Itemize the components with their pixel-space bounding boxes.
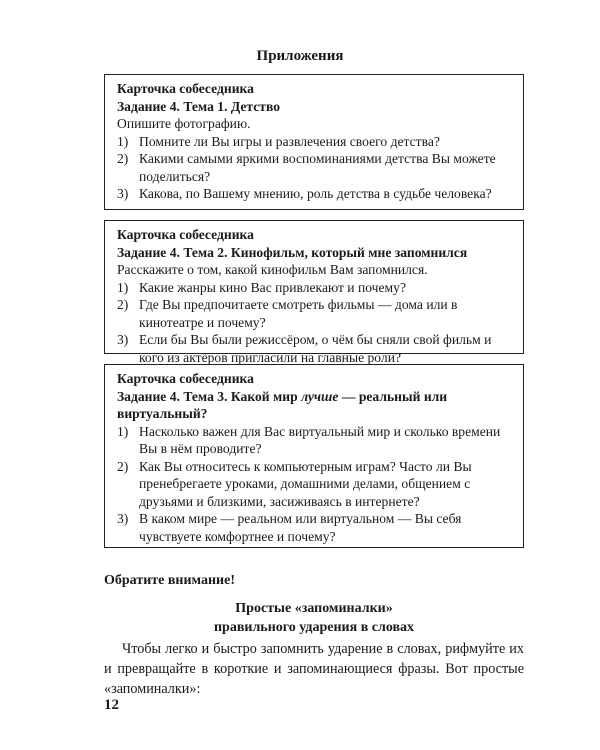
question-number: 3)	[117, 511, 129, 526]
question-number: 2)	[117, 297, 129, 312]
section-title	[104, 599, 524, 637]
card-task-italic: лучше	[301, 388, 339, 404]
question-item	[117, 133, 513, 151]
interlocutor-card-2	[104, 220, 524, 365]
interlocutor-card-1	[104, 74, 524, 210]
question-item	[117, 150, 513, 185]
question-text: Какие жанры кино Вас привлекают и почему?	[139, 279, 406, 295]
card-heading: Карточка собеседника	[117, 227, 254, 242]
card-intro: Расскажите о том, какой кинофильм Вам запомнился.	[117, 262, 428, 277]
page-header: Приложения	[256, 48, 344, 64]
question-text: Насколько важен для Вас виртуальный мир и сколько времени Вы в нём проводите?	[139, 423, 501, 456]
question-list	[117, 423, 513, 546]
notice-heading: Обратите внимание!	[104, 573, 235, 588]
question-number: 3)	[117, 332, 129, 347]
question-item	[117, 296, 513, 331]
interlocutor-card-3	[104, 364, 524, 548]
question-number: 1)	[117, 133, 129, 149]
card-task	[117, 388, 513, 423]
question-number: 3)	[117, 186, 129, 201]
card-heading: Карточка собеседника	[117, 81, 254, 96]
question-text: Помните ли Вы игры и развлечения своего детства?	[139, 133, 440, 149]
body-paragraph	[104, 639, 524, 699]
question-number: 2)	[117, 151, 129, 166]
question-number: 1)	[117, 279, 129, 295]
question-item	[117, 423, 513, 458]
question-item	[117, 279, 513, 297]
question-text: Как Вы относитесь к компьютерным играм? Часто ли Вы пренебрегаете уроками, домашними делами, общением с друзьями и близкими, засиживаясь в интернете?	[139, 458, 472, 509]
card-task-suffix: — реальный или виртуальный?	[117, 388, 448, 421]
question-number: 1)	[117, 423, 129, 439]
question-text: В каком мире — реальном или виртуальном — Вы себя чувствуете комфортнее и почему?	[139, 511, 462, 544]
question-item	[117, 331, 513, 366]
question-list	[117, 133, 513, 203]
page-number: 12	[104, 697, 119, 713]
card-task-prefix: Задание 4. Тема 3. Какой мир	[117, 388, 302, 404]
paragraph-text: Чтобы легко и быстро запомнить ударение в словах, рифмуйте их и превращайте в короткие и запоминающиеся фразы. Вот простые «запоминалки»:	[104, 641, 524, 697]
question-item	[117, 185, 513, 203]
question-text: Какими самыми яркими воспоминаниями детства Вы можете поделиться?	[139, 151, 496, 184]
section-title-line-2: правильного ударения в словах	[213, 620, 415, 635]
card-task: Задание 4. Тема 1. Детство	[117, 98, 281, 114]
section-title-line-1: Простые «запоминалки»	[235, 601, 393, 616]
question-text: Где Вы предпочитаете смотреть фильмы — дома или в кинотеатре и почему?	[139, 297, 458, 330]
question-number: 2)	[117, 458, 129, 474]
question-list	[117, 279, 513, 367]
card-task: Задание 4. Тема 2. Кинофильм, который мне запомнился	[117, 244, 468, 260]
question-text: Если бы Вы были режиссёром, о чём бы сняли свой фильм и кого из актёров пригласили на главные роли?	[139, 332, 492, 365]
question-item	[117, 458, 513, 511]
question-item	[117, 510, 513, 545]
question-text: Какова, по Вашему мнению, роль детства в судьбе человека?	[139, 186, 492, 201]
card-intro: Опишите фотографию.	[117, 116, 251, 131]
card-heading: Карточка собеседника	[117, 371, 254, 386]
